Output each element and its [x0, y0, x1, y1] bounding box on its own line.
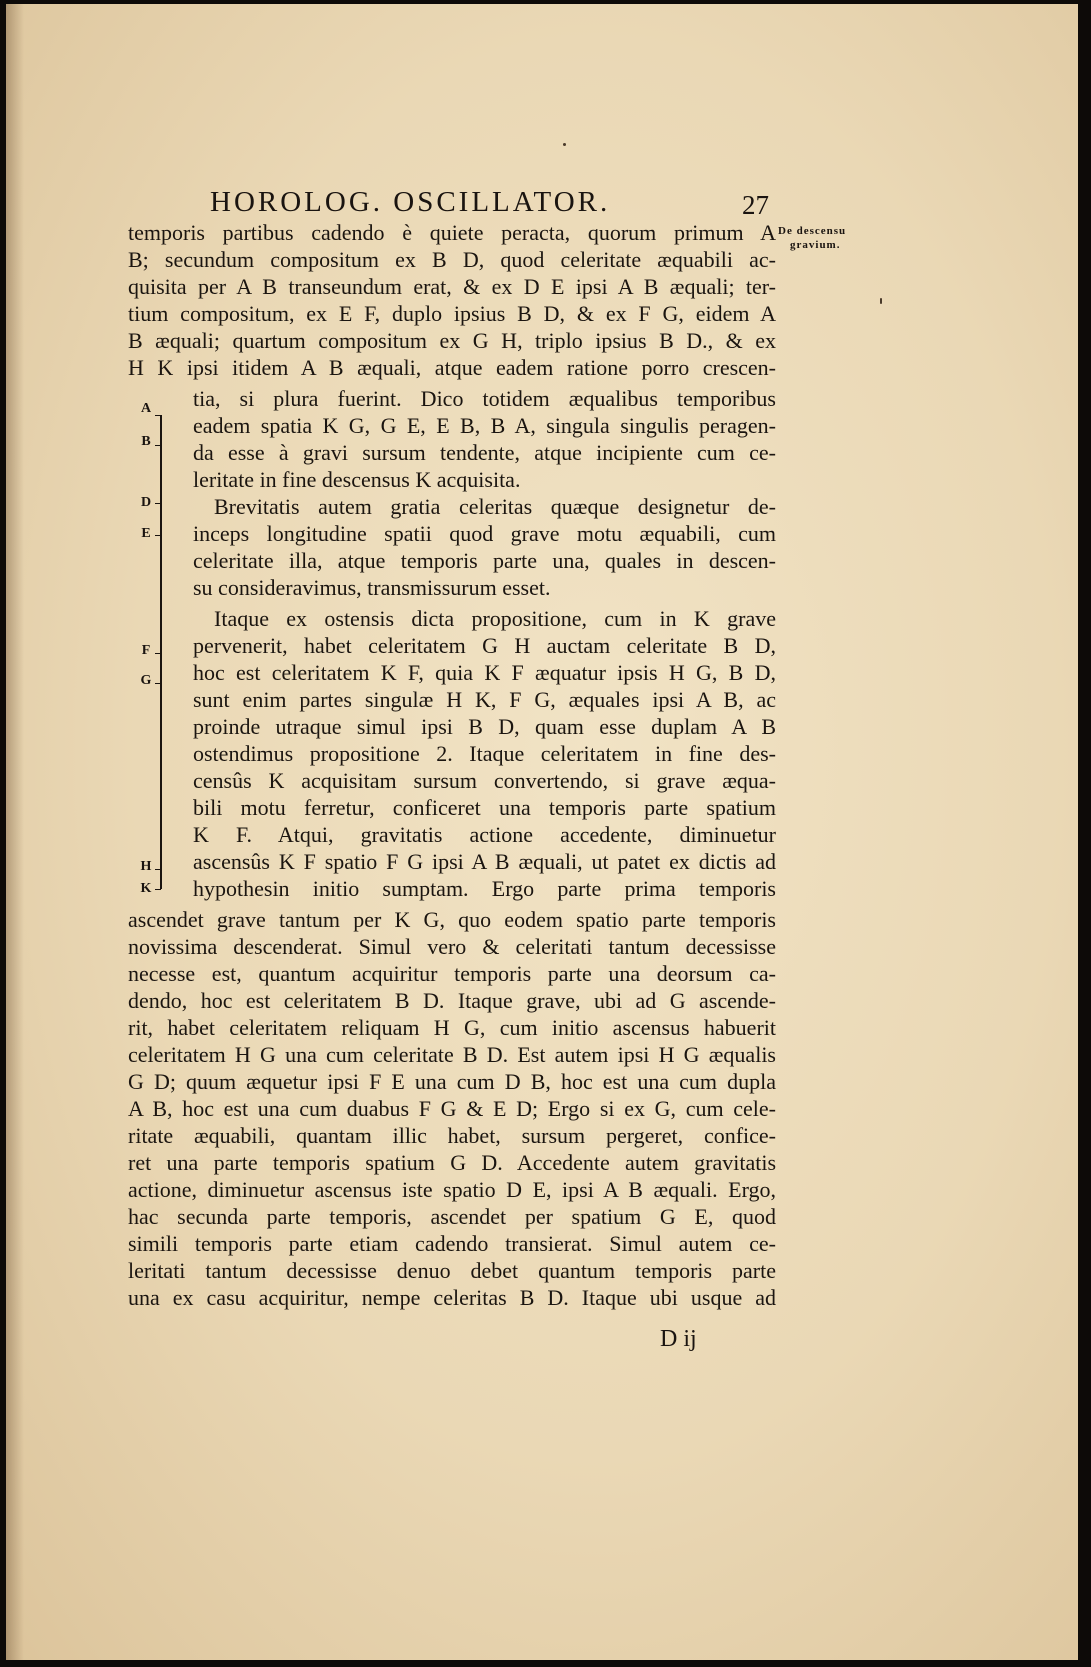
diagram-label-b: B: [141, 434, 151, 449]
text-line: necesse est, quantum acquiritur temporis parte una deorsum ca-: [128, 961, 776, 986]
diagram-label-f: F: [141, 643, 151, 658]
text-line: temporis partibus cadendo è quiete peracta, quorum primum A: [128, 220, 776, 245]
text-line: da esse à gravi sursum tendente, atque incipiente cum ce-: [193, 440, 776, 465]
text-line: ostendimus propositione 2. Itaque celeritatem in fine des-: [193, 741, 776, 766]
diagram-tick: [155, 535, 161, 536]
text-line: quisita per A B transeundum erat, & ex D E ipsi A B æquali; ter-: [128, 274, 776, 299]
diagram-label-k: K: [140, 881, 152, 896]
text-line: novissima descenderat. Simul vero & celeritati tantum decessisse: [128, 934, 776, 959]
text-line: ret una parte temporis spatium G D. Accedente autem gravitatis: [128, 1150, 776, 1175]
text-line: leritati tantum decessisse denuo debet quantum temporis parte: [128, 1258, 776, 1283]
text-line: bili motu ferretur, conficeret una temporis parte spatium: [193, 795, 776, 820]
text-line: dendo, hoc est celeritatem B D. Itaque grave, ubi ad G ascende-: [128, 988, 776, 1013]
text-line: ritate æquabili, quantam illic habet, sursum pergeret, confice-: [128, 1123, 776, 1148]
text-line: eadem spatia K G, G E, E B, B A, singula singulis peragen-: [193, 413, 776, 438]
text-line: simili temporis parte etiam cadendo transierat. Simul autem ce-: [128, 1231, 776, 1256]
page-number: 27: [742, 190, 769, 220]
text-line: rit, habet celeritatem reliquam H G, cum initio ascensus habuerit: [128, 1015, 776, 1040]
text-line: hypothesin initio sumptam. Ergo parte prima temporis: [193, 876, 776, 901]
diagram-tick: [155, 653, 161, 654]
diagram-vertical-line: [160, 415, 162, 889]
text-line: su consideravimus, transmissurum esset.: [193, 575, 551, 600]
text-line: una ex casu acquiritur, nempe celeritas B D. Itaque ubi usque ad: [128, 1285, 776, 1310]
text-line: B æquali; quartum compositum ex G H, triplo ipsius B D., & ex: [128, 328, 776, 353]
text-line: tium compositum, ex E F, duplo ipsius B D, & ex F G, eidem A: [128, 301, 776, 326]
diagram-tick: [155, 415, 161, 416]
text-line: A B, hoc est una cum duabus F G & E D; Ergo si ex G, cum cele-: [128, 1096, 776, 1121]
diagram-tick: [155, 683, 161, 684]
descent-line-diagram: [126, 395, 176, 905]
spine-shadow: [6, 4, 24, 1660]
text-line: H K ipsi itidem A B æquali, atque eadem ratione porro crescen-: [128, 355, 776, 380]
text-line: inceps longitudine spatii quod grave motu æquabili, cum: [193, 521, 776, 546]
text-line: K F. Atqui, gravitatis actione accedente, diminuetur: [193, 822, 776, 847]
text-line: leritate in fine descensus K acquisita.: [193, 467, 521, 492]
text-line: celeritatem H G una cum celeritate B D. Est autem ipsi H G æqualis: [128, 1042, 776, 1067]
diagram-tick: [155, 503, 161, 504]
diagram-label-h: H: [140, 859, 152, 874]
text-line: G D; quum æquetur ipsi F E una cum D B, hoc est una cum dupla: [128, 1069, 776, 1094]
marginal-note: [778, 224, 878, 252]
text-line: Brevitatis autem gratia celeritas quæque designetur de-: [214, 494, 776, 519]
diagram-tick: [155, 445, 161, 446]
text-line: ascensûs K F spatio F G ipsi A B æquali, ut patet ex dictis ad: [193, 849, 776, 874]
text-line: B; secundum compositum ex B D, quod celeritate æquabili ac-: [128, 247, 776, 272]
margin-speck: [563, 143, 566, 146]
margin-speck: [880, 298, 882, 304]
text-line: hac secunda parte temporis, ascendet per spatium G E, quod: [128, 1204, 776, 1229]
text-line: pervenerit, habet celeritatem G H auctam celeritate B D,: [193, 633, 776, 658]
marginal-note-line: gravium.: [790, 239, 841, 251]
signature-mark: D ij: [660, 1326, 697, 1352]
diagram-label-a: A: [140, 401, 152, 416]
text-line: hoc est celeritatem K F, quia K F æquatur ipsis H G, B D,: [193, 660, 776, 685]
running-title: HOROLOG. OSCILLATOR.: [210, 186, 611, 218]
text-line: sunt enim partes singulæ H K, F G, æquales ipsi A B, ac: [193, 687, 776, 712]
diagram-label-d: D: [140, 495, 152, 510]
text-line: Itaque ex ostensis dicta propositione, cum in K grave: [214, 606, 776, 631]
diagram-label-g: G: [140, 673, 152, 688]
text-line: proinde utraque simul ipsi B D, quam esse duplam A B: [193, 714, 776, 739]
text-line: actione, diminuetur ascensus iste spatio D E, ipsi A B æquali. Ergo,: [128, 1177, 776, 1202]
text-line: celeritate illa, atque temporis parte una, quales in descen-: [193, 548, 776, 573]
text-line: censûs K acquisitam sursum convertendo, si grave æqua-: [193, 768, 776, 793]
diagram-tick: [155, 869, 161, 870]
diagram-tick: [155, 889, 161, 890]
marginal-note-line: De descensu: [778, 225, 847, 237]
text-line: ascendet grave tantum per K G, quo eodem spatio parte temporis: [128, 907, 776, 932]
diagram-label-e: E: [141, 526, 151, 541]
text-line: tia, si plura fuerint. Dico totidem æqualibus temporibus: [193, 386, 776, 411]
